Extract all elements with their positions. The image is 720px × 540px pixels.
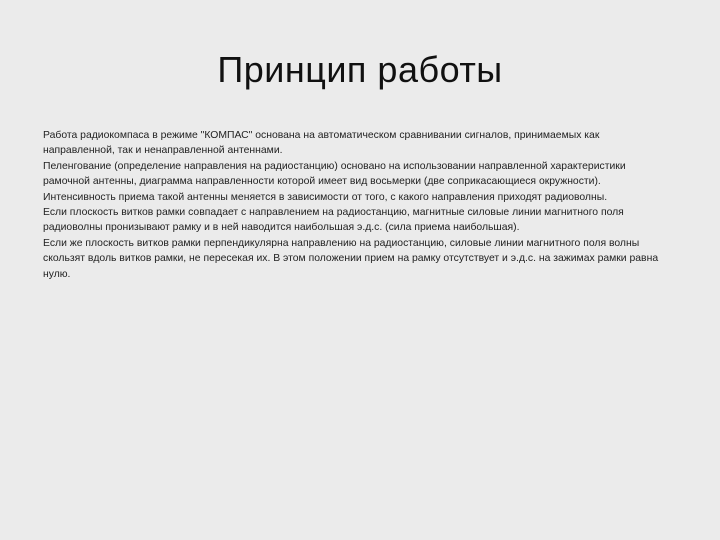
paragraph-compass-mode: Работа радиокомпаса в режиме "КОМПАС" основана на автоматическом сравнивании сигналов, принимаемых как направленной, так и ненаправленной антеннами. [43,130,600,157]
paragraph-max-reception: Если плоскость витков рамки совпадает с направлением на радиостанцию, магнитные силовые линии магнитного поля радиоволны пронизывают рамку и в ней наводится наибольшая э.д.с. (сила приема наибольшая). [43,207,624,234]
slide-title: Принцип работы [217,49,503,90]
paragraph-zero-reception: Если же плоскость витков рамки перпендикулярна направлению на радиостанцию, силовые линии магнитного поля волны скользят вдоль витков рамки, не пересекая их. В этом положении прием на рамку отсутствует и э.д.с. на зажимах рамки равна нулю. [43,237,659,280]
slide-body [43,128,673,282]
paragraph-direction-finding: Пеленгование (определение направления на радиостанцию) основано на использовании направленной характеристики рамочной антенны, диаграмма направленности которой имеет вид восьмерки (две соприкасающиеся окружности). Интенсивность приема такой антенны меняется в зависимости от того, с какого направления приходят радиоволны. [43,160,626,203]
